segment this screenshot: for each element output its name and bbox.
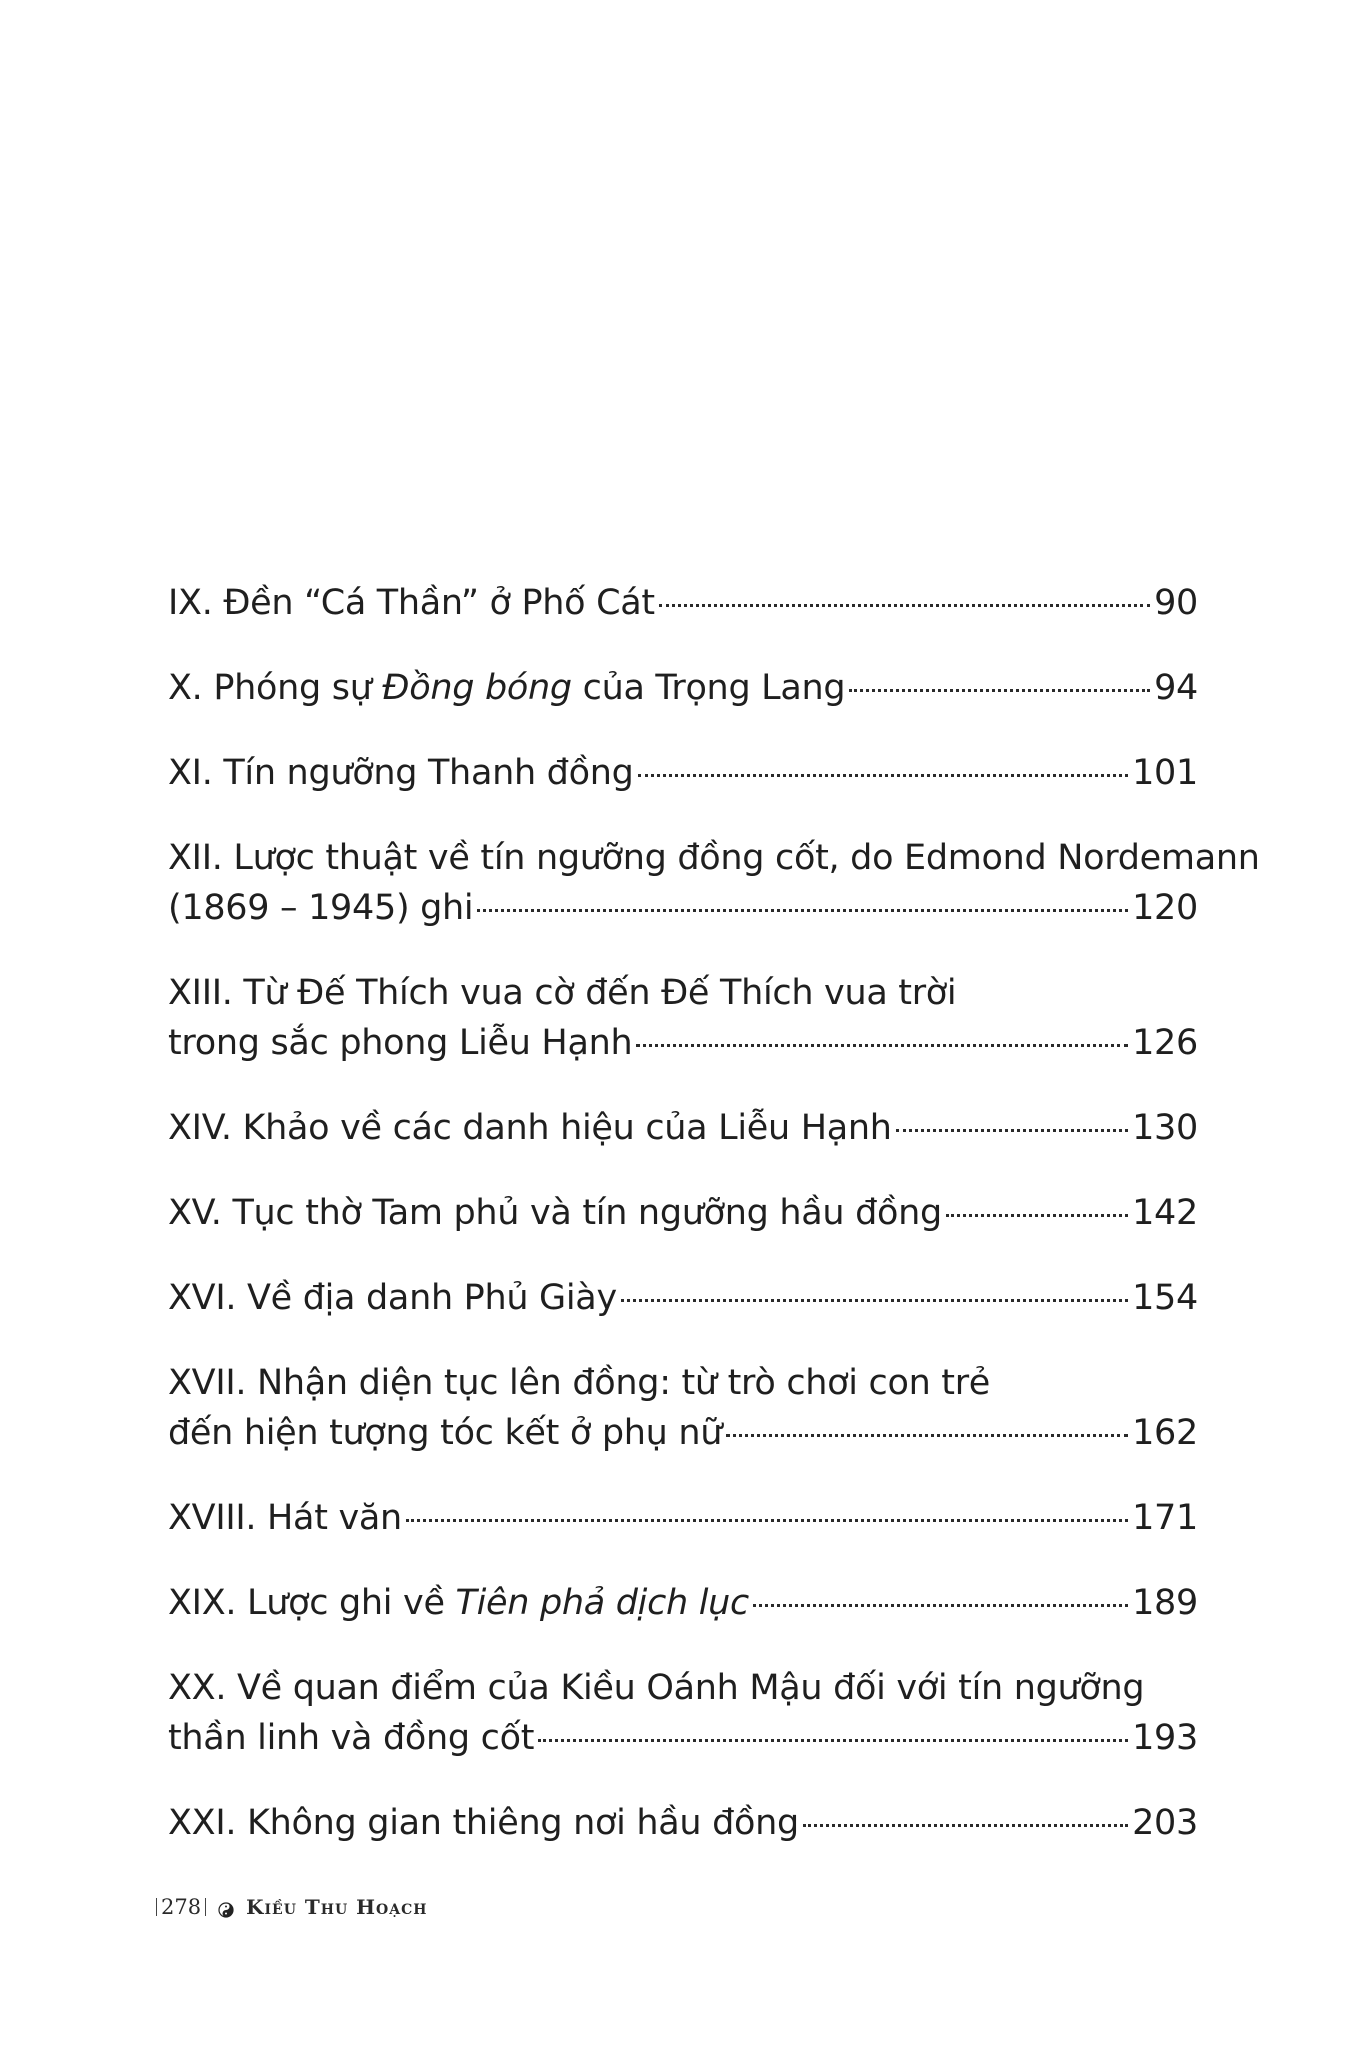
- toc-entry: [168, 1663, 1198, 1763]
- toc-entry-line: [168, 1103, 1198, 1153]
- toc-page-number: 120: [1132, 888, 1198, 928]
- toc-page-number: 154: [1132, 1278, 1198, 1318]
- toc-entry-title-line: XIII. Từ Đế Thích vua cờ đến Đế Thích vua trời: [168, 973, 957, 1013]
- toc-entry-title: [168, 1188, 942, 1238]
- toc-entry-title: [168, 1798, 799, 1848]
- title-text: đến hiện tượng tóc kết ở phụ nữ: [168, 1413, 723, 1453]
- dot-leader: [753, 1604, 1128, 1607]
- toc-page-number: 90: [1154, 583, 1198, 623]
- toc-entry-line: [168, 883, 1198, 933]
- author-name: Kiều Thu Hoạch: [246, 1895, 428, 1919]
- title-text: thần linh và đồng cốt: [168, 1718, 535, 1758]
- toc-entry: [168, 1188, 1198, 1238]
- toc-entry: [168, 833, 1260, 933]
- toc-entry-line: [168, 748, 1198, 798]
- dot-leader: [659, 604, 1150, 607]
- table-of-contents: [168, 578, 1260, 1883]
- toc-entry-line: [168, 663, 1198, 713]
- dot-leader: [896, 1129, 1128, 1132]
- title-text: của Trọng Lang: [571, 668, 846, 708]
- toc-entry-line: [168, 1578, 1198, 1628]
- italic-title-text: Tiên phả dịch lục: [455, 1583, 749, 1623]
- toc-entry: [168, 1578, 1198, 1628]
- dot-leader: [849, 689, 1150, 692]
- toc-entry-title: [168, 748, 634, 798]
- toc-entry-title: [168, 1018, 632, 1068]
- dot-leader: [803, 1824, 1128, 1827]
- toc-entry-title: [168, 1578, 749, 1628]
- toc-entry-title: [168, 1408, 722, 1458]
- toc-entry-title: [168, 663, 845, 713]
- title-text: X. Phóng sự: [168, 668, 383, 708]
- page-number: 278: [161, 1895, 202, 1919]
- toc-page-number: 171: [1132, 1498, 1198, 1538]
- page-footer: [152, 1895, 427, 1919]
- toc-entry: [168, 1493, 1198, 1543]
- toc-entry: [168, 748, 1198, 798]
- yin-yang-icon: [218, 1899, 234, 1915]
- toc-page-number: 203: [1132, 1803, 1198, 1843]
- title-text: XVI. Về địa danh Phủ Giày: [168, 1278, 617, 1318]
- toc-entry: [168, 1103, 1198, 1153]
- toc-entry-line: [168, 1188, 1198, 1238]
- title-text: (1869 – 1945) ghi: [168, 888, 474, 928]
- toc-entry-line: [168, 578, 1198, 628]
- toc-entry: [168, 578, 1198, 628]
- title-text: XIX. Lược ghi về: [168, 1583, 456, 1623]
- divider: [205, 1898, 206, 1916]
- toc-page-number: 126: [1132, 1023, 1198, 1063]
- toc-entry-title-line: XII. Lược thuật về tín ngưỡng đồng cốt, do Edmond Nordemann: [168, 838, 1260, 878]
- toc-entry-title: [168, 1273, 617, 1323]
- dot-leader: [538, 1739, 1128, 1742]
- dot-leader: [636, 1044, 1128, 1047]
- dot-leader: [726, 1434, 1128, 1437]
- toc-entry-title: [168, 1713, 534, 1763]
- toc-page-number: 94: [1154, 668, 1198, 708]
- dot-leader: [621, 1299, 1128, 1302]
- dot-leader: [406, 1519, 1128, 1522]
- toc-page-number: 162: [1132, 1413, 1198, 1453]
- toc-entry-line: [168, 1018, 1198, 1068]
- toc-entry: [168, 1798, 1198, 1848]
- dot-leader: [638, 774, 1129, 777]
- dot-leader: [477, 909, 1128, 912]
- toc-entry: [168, 1273, 1198, 1323]
- dot-leader: [946, 1214, 1128, 1217]
- title-text: XVIII. Hát văn: [168, 1498, 402, 1538]
- italic-title-text: Đồng bóng: [382, 668, 572, 708]
- toc-page-number: 101: [1132, 753, 1198, 793]
- title-text: XIV. Khảo về các danh hiệu của Liễu Hạnh: [168, 1108, 892, 1148]
- toc-entry-line: [168, 1798, 1198, 1848]
- toc-page-number: 142: [1132, 1193, 1198, 1233]
- toc-entry-line: [168, 1713, 1198, 1763]
- toc-entry-line: [168, 1493, 1198, 1543]
- toc-entry-title: [168, 883, 473, 933]
- toc-entry-title-line: XX. Về quan điểm của Kiều Oánh Mậu đối với tín ngưỡng: [168, 1668, 1145, 1708]
- toc-entry: [168, 968, 1198, 1068]
- toc-entry-title: [168, 578, 655, 628]
- toc-entry: [168, 663, 1198, 713]
- title-text: IX. Đền “Cá Thần” ở Phố Cát: [168, 583, 655, 623]
- title-text: XV. Tục thờ Tam phủ và tín ngưỡng hầu đồng: [168, 1193, 942, 1233]
- title-text: XI. Tín ngưỡng Thanh đồng: [168, 753, 634, 793]
- title-text: XXI. Không gian thiêng nơi hầu đồng: [168, 1803, 799, 1843]
- toc-entry-line: [168, 1408, 1198, 1458]
- title-text: trong sắc phong Liễu Hạnh: [168, 1023, 633, 1063]
- toc-entry-title-line: XVII. Nhận diện tục lên đồng: từ trò chơi con trẻ: [168, 1363, 991, 1403]
- toc-entry-title: [168, 1103, 892, 1153]
- toc-entry-title: [168, 1493, 402, 1543]
- toc-page-number: 130: [1132, 1108, 1198, 1148]
- toc-entry-line: [168, 1273, 1198, 1323]
- toc-page-number: 189: [1132, 1583, 1198, 1623]
- toc-entry: [168, 1358, 1198, 1458]
- divider: [156, 1898, 157, 1916]
- toc-page-number: 193: [1132, 1718, 1198, 1758]
